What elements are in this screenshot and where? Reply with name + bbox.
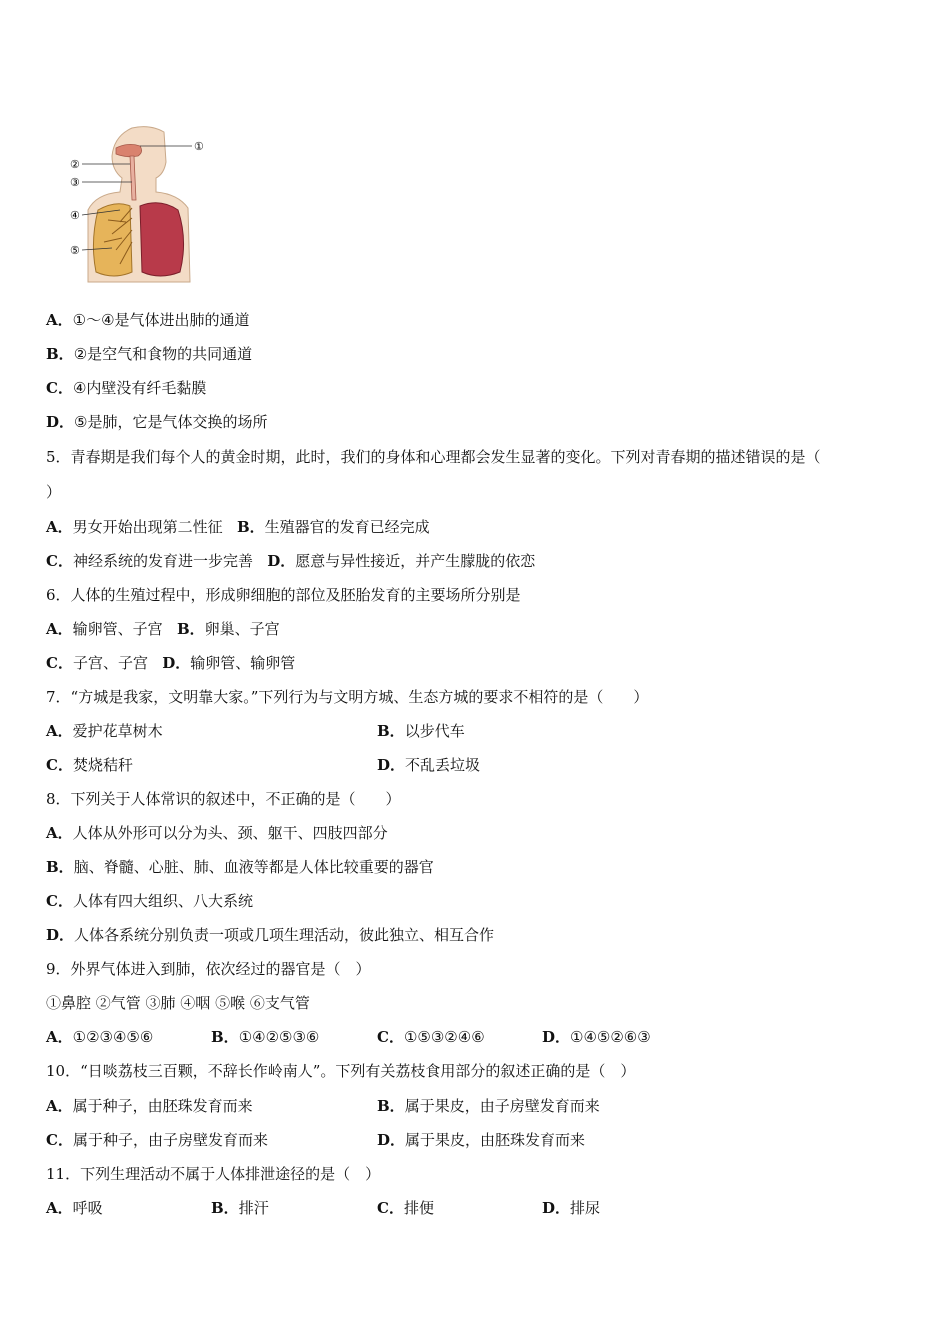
- q11-option-c: C．排便: [377, 1199, 434, 1217]
- q5-stem-cont: ）: [46, 483, 62, 501]
- figure-marker-1: ①: [194, 140, 204, 153]
- q10-stem: 10．“日啖荔枝三百颗，不辞长作岭南人”。下列有关荔枝食用部分的叙述正确的是（ ）: [46, 1062, 636, 1080]
- q8-option-d: D．人体各系统分别负责一项或几项生理活动，彼此独立、相互合作: [46, 926, 495, 944]
- q4-option-c: C．④内壁没有纤毛黏膜: [46, 379, 207, 397]
- q6-stem: 6．人体的生殖过程中，形成卵细胞的部位及胚胎发育的主要场所分别是: [46, 586, 521, 604]
- figure-marker-5: ⑤: [70, 244, 80, 257]
- q9-stem: 9．外界气体进入到肺，依次经过的器官是（ ）: [46, 960, 371, 978]
- q8-option-a: A．人体从外形可以分为头、颈、躯干、四肢四部分: [46, 824, 388, 842]
- q7-option-c: C．焚烧秸秆: [46, 756, 133, 774]
- q9-option-b: B．①④②⑤③⑥: [211, 1028, 320, 1046]
- q10-option-b: B．属于果皮，由子房壁发育而来: [377, 1097, 600, 1115]
- q7-option-b: B．以步代车: [377, 722, 465, 740]
- q8-option-b: B．脑、脊髓、心脏、肺、血液等都是人体比较重要的器官: [46, 858, 434, 876]
- q7-option-d: D．不乱丢垃圾: [377, 756, 481, 774]
- q8-option-c: C．人体有四大组织、八大系统: [46, 892, 253, 910]
- q7-option-a: A．爱护花草树木: [46, 722, 163, 740]
- q6-options-row-2: C．子宫、子宫 D．输卵管、输卵管: [46, 654, 296, 672]
- figure-marker-4: ④: [70, 209, 80, 222]
- figure-marker-3: ③: [70, 176, 80, 189]
- q11-option-b: B．排汗: [211, 1199, 269, 1217]
- q9-option-a: A．①②③④⑤⑥: [46, 1028, 154, 1046]
- figure-marker-2: ②: [70, 158, 80, 171]
- q9-option-d: D．①④⑤②⑥③: [542, 1028, 651, 1046]
- q4-option-d: D．⑤是肺，它是气体交换的场所: [46, 413, 268, 431]
- q9-items: ①鼻腔 ②气管 ③肺 ④咽 ⑤喉 ⑥支气管: [46, 994, 310, 1012]
- q5-options-row-2: C．神经系统的发育进一步完善 D．愿意与异性接近，并产生朦胧的依恋: [46, 552, 536, 570]
- q11-option-d: D．排尿: [542, 1199, 601, 1217]
- q9-option-c: C．①⑤③②④⑥: [377, 1028, 485, 1046]
- q11-option-a: A．呼吸: [46, 1199, 103, 1217]
- q10-option-d: D．属于果皮，由胚珠发育而来: [377, 1131, 586, 1149]
- respiratory-system-figure: [60, 122, 220, 290]
- q10-option-c: C．属于种子，由子房壁发育而来: [46, 1131, 268, 1149]
- q7-stem: 7．“方城是我家，文明靠大家。”下列行为与文明方城、生态方城的要求不相符的是（ ）: [46, 688, 649, 706]
- q4-option-b: B．②是空气和食物的共同通道: [46, 345, 253, 363]
- q8-stem: 8．下列关于人体常识的叙述中，不正确的是（ ）: [46, 790, 401, 808]
- q6-options-row-1: A．输卵管、子宫 B．卵巢、子宫: [46, 620, 280, 638]
- q5-options-row-1: A．男女开始出现第二性征 B．生殖器官的发育已经完成: [46, 518, 430, 536]
- q10-option-a: A．属于种子，由胚珠发育而来: [46, 1097, 253, 1115]
- q11-stem: 11．下列生理活动不属于人体排泄途径的是（ ）: [46, 1165, 381, 1183]
- q4-option-a: A．①～④是气体进出肺的通道: [46, 311, 250, 329]
- q5-stem: 5．青春期是我们每个人的黄金时期，此时，我们的身体和心理都会发生显著的变化。下列对青春期的描述错误的是（: [46, 448, 821, 466]
